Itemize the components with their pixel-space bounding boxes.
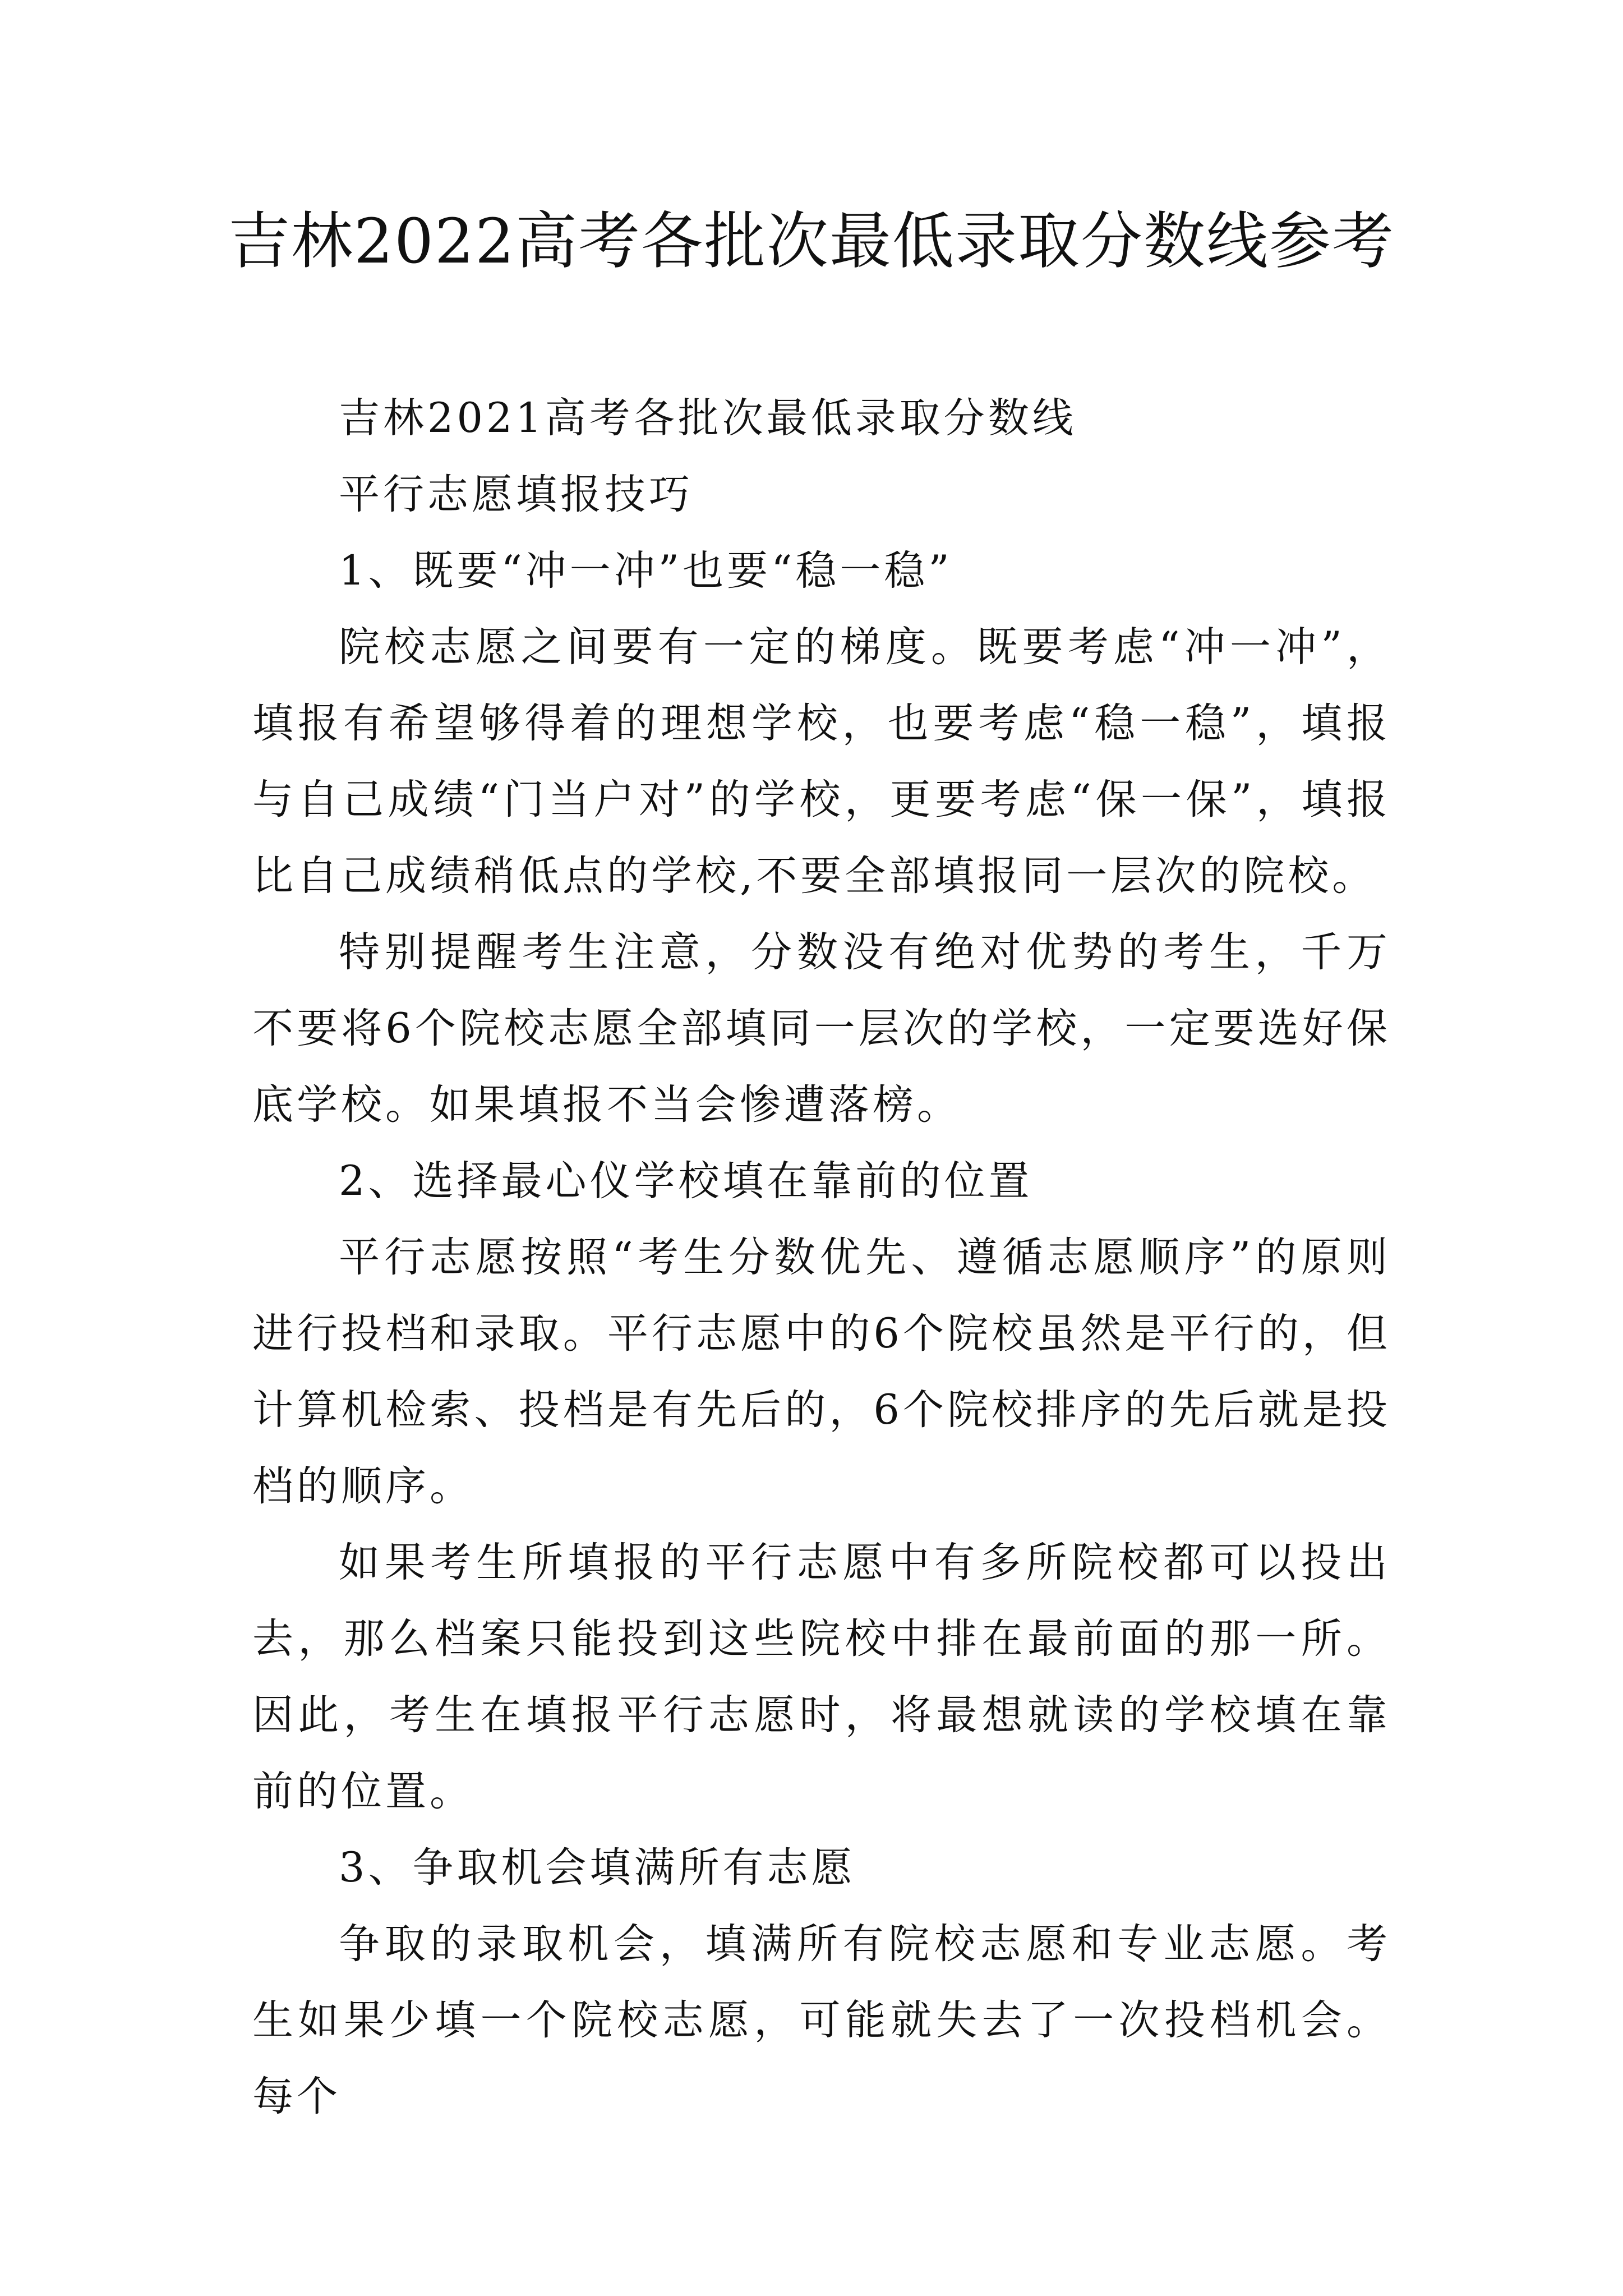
paragraph-tip-2-heading: 2、选择最心仪学校填在靠前的位置 xyxy=(339,1157,1033,1205)
document-body xyxy=(252,380,1391,2135)
paragraph-tip-1-heading: 1、既要“冲一冲”也要“稳一稳” xyxy=(339,547,953,595)
paragraph-tip-1-body: 院校志愿之间要有一定的梯度。既要考虑“冲一冲”，填报有希望够得着的理想学校，也要考虑“稳一稳”，填报与自己成绩“门当户对”的学校，更要考虑“保一保”，填报比自己成绩稍低点的学校,不要全部填报同一层次的院校。 xyxy=(252,623,1391,900)
paragraph-tip-3-body: 争取的录取机会，填满所有院校志愿和专业志愿。考生如果少填一个院校志愿，可能就失去了一次投档机会。每个 xyxy=(252,1920,1391,2120)
paragraph-tip-2-note: 如果考生所填报的平行志愿中有多所院校都可以投出去，那么档案只能投到这些院校中排在最前面的那一所。因此，考生在填报平行志愿时，将最想就读的学校填在靠前的位置。 xyxy=(252,1539,1391,1815)
paragraph-subtitle: 吉林2021高考各批次最低录取分数线 xyxy=(339,394,1077,442)
document-title: 吉林2022高考各批次最低录取分数线参考 xyxy=(228,205,1395,277)
paragraph-tip-3-heading: 3、争取机会填满所有志愿 xyxy=(339,1844,856,1892)
paragraph-section-heading: 平行志愿填报技巧 xyxy=(339,471,693,518)
paragraph-tip-1-note: 特别提醒考生注意，分数没有绝对优势的考生，千万不要将6个院校志愿全部填同一层次的学校，一定要选好保底学校。如果填报不当会惨遭落榜。 xyxy=(252,928,1391,1129)
paragraph-tip-2-body: 平行志愿按照“考生分数优先、遵循志愿顺序”的原则进行投档和录取。平行志愿中的6个院校虽然是平行的，但计算机检索、投档是有先后的，6个院校排序的先后就是投档的顺序。 xyxy=(252,1234,1391,1510)
